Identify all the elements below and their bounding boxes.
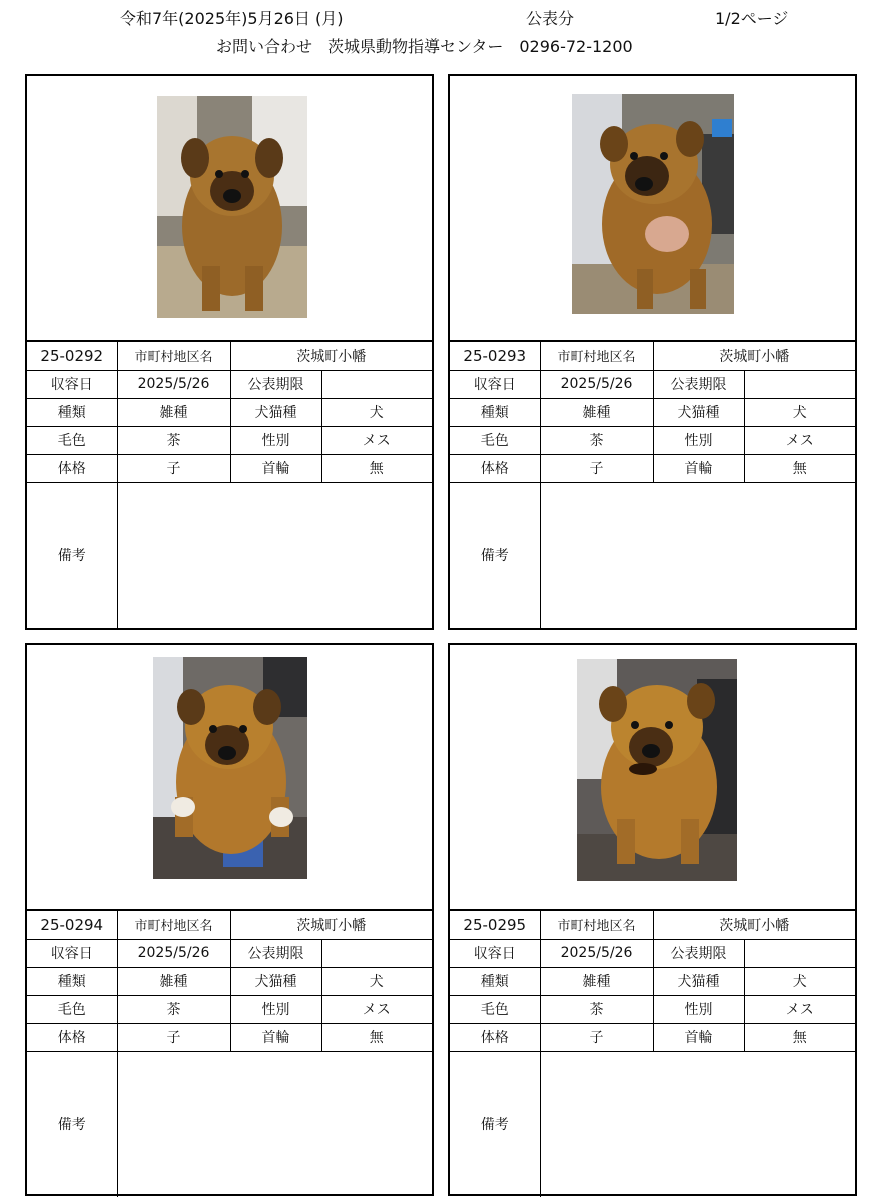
animal-card [25,74,434,630]
collar-label: 首輪 [230,1023,321,1051]
intake-date-value: 2025/5/26 [117,370,230,398]
build-label: 体格 [27,1023,117,1051]
remarks-label: 備考 [27,482,117,628]
intake-date-label: 収容日 [450,370,540,398]
animal-card [448,74,857,630]
photo-area [27,76,432,342]
coat-label: 毛色 [27,426,117,454]
sex-value: メス [744,995,855,1023]
build-value: 子 [540,454,653,482]
sex-label: 性別 [230,426,321,454]
sex-value: メス [321,995,432,1023]
publish-period-value [744,939,855,967]
publish-period-value [321,370,432,398]
area-value: 茨城町小幡 [653,911,855,939]
photo-area [27,645,432,911]
coat-value: 茶 [540,995,653,1023]
contact-info: お問い合わせ 茨城県動物指導センター 0296-72-1200 [216,37,633,56]
build-label: 体格 [27,454,117,482]
collar-value: 無 [744,454,855,482]
publish-date: 令和7年(2025年)5月26日 (月) [120,9,344,28]
sex-label: 性別 [230,995,321,1023]
collar-label: 首輪 [653,454,744,482]
area-label: 市町村地区名 [117,342,230,370]
collar-value: 無 [744,1023,855,1051]
type-label: 種類 [450,398,540,426]
photo-area [450,76,855,342]
type-value: 雑種 [540,967,653,995]
animal-id: 25-0292 [27,342,117,370]
sex-value: メス [321,426,432,454]
publish-period-label: 公表期限 [653,370,744,398]
collar-value: 無 [321,1023,432,1051]
animal-card [25,643,434,1196]
intake-date-value: 2025/5/26 [117,939,230,967]
intake-date-label: 収容日 [27,939,117,967]
area-label: 市町村地区名 [540,911,653,939]
coat-label: 毛色 [450,426,540,454]
type-value: 雑種 [540,398,653,426]
species-label: 犬猫種 [653,398,744,426]
remarks-label: 備考 [27,1051,117,1197]
puppy-photo [153,657,307,879]
coat-value: 茶 [117,426,230,454]
area-value: 茨城町小幡 [230,342,432,370]
collar-label: 首輪 [653,1023,744,1051]
info-table [450,911,855,1197]
area-label: 市町村地区名 [117,911,230,939]
remarks-value [117,482,432,628]
remarks-label: 備考 [450,1051,540,1197]
sex-label: 性別 [653,426,744,454]
info-table [27,342,432,628]
animal-card [448,643,857,1196]
species-value: 犬 [321,967,432,995]
area-value: 茨城町小幡 [230,911,432,939]
build-label: 体格 [450,1023,540,1051]
build-label: 体格 [450,454,540,482]
type-value: 雑種 [117,398,230,426]
puppy-photo [157,96,307,318]
photo-area [450,645,855,911]
animal-id: 25-0295 [450,911,540,939]
puppy-photo [577,659,737,881]
collar-label: 首輪 [230,454,321,482]
sex-value: メス [744,426,855,454]
build-value: 子 [540,1023,653,1051]
intake-date-value: 2025/5/26 [540,939,653,967]
coat-label: 毛色 [27,995,117,1023]
type-value: 雑種 [117,967,230,995]
area-label: 市町村地区名 [540,342,653,370]
species-value: 犬 [744,398,855,426]
info-table [27,911,432,1197]
remarks-value [117,1051,432,1197]
publish-period-label: 公表期限 [230,370,321,398]
build-value: 子 [117,454,230,482]
animal-id: 25-0294 [27,911,117,939]
publish-kind: 公表分 [526,9,575,28]
type-label: 種類 [27,967,117,995]
remarks-value [540,482,855,628]
species-value: 犬 [744,967,855,995]
species-label: 犬猫種 [230,967,321,995]
type-label: 種類 [27,398,117,426]
puppy-photo [572,94,734,314]
collar-value: 無 [321,454,432,482]
species-label: 犬猫種 [230,398,321,426]
info-table [450,342,855,628]
build-value: 子 [117,1023,230,1051]
coat-value: 茶 [117,995,230,1023]
remarks-value [540,1051,855,1197]
coat-label: 毛色 [450,995,540,1023]
publish-period-value [744,370,855,398]
type-label: 種類 [450,967,540,995]
remarks-label: 備考 [450,482,540,628]
sex-label: 性別 [653,995,744,1023]
animal-id: 25-0293 [450,342,540,370]
coat-value: 茶 [540,426,653,454]
species-value: 犬 [321,398,432,426]
area-value: 茨城町小幡 [653,342,855,370]
intake-date-label: 収容日 [450,939,540,967]
publish-period-label: 公表期限 [230,939,321,967]
species-label: 犬猫種 [653,967,744,995]
publish-period-label: 公表期限 [653,939,744,967]
publish-period-value [321,939,432,967]
intake-date-label: 収容日 [27,370,117,398]
page-indicator: 1/2ページ [715,9,789,28]
intake-date-value: 2025/5/26 [540,370,653,398]
